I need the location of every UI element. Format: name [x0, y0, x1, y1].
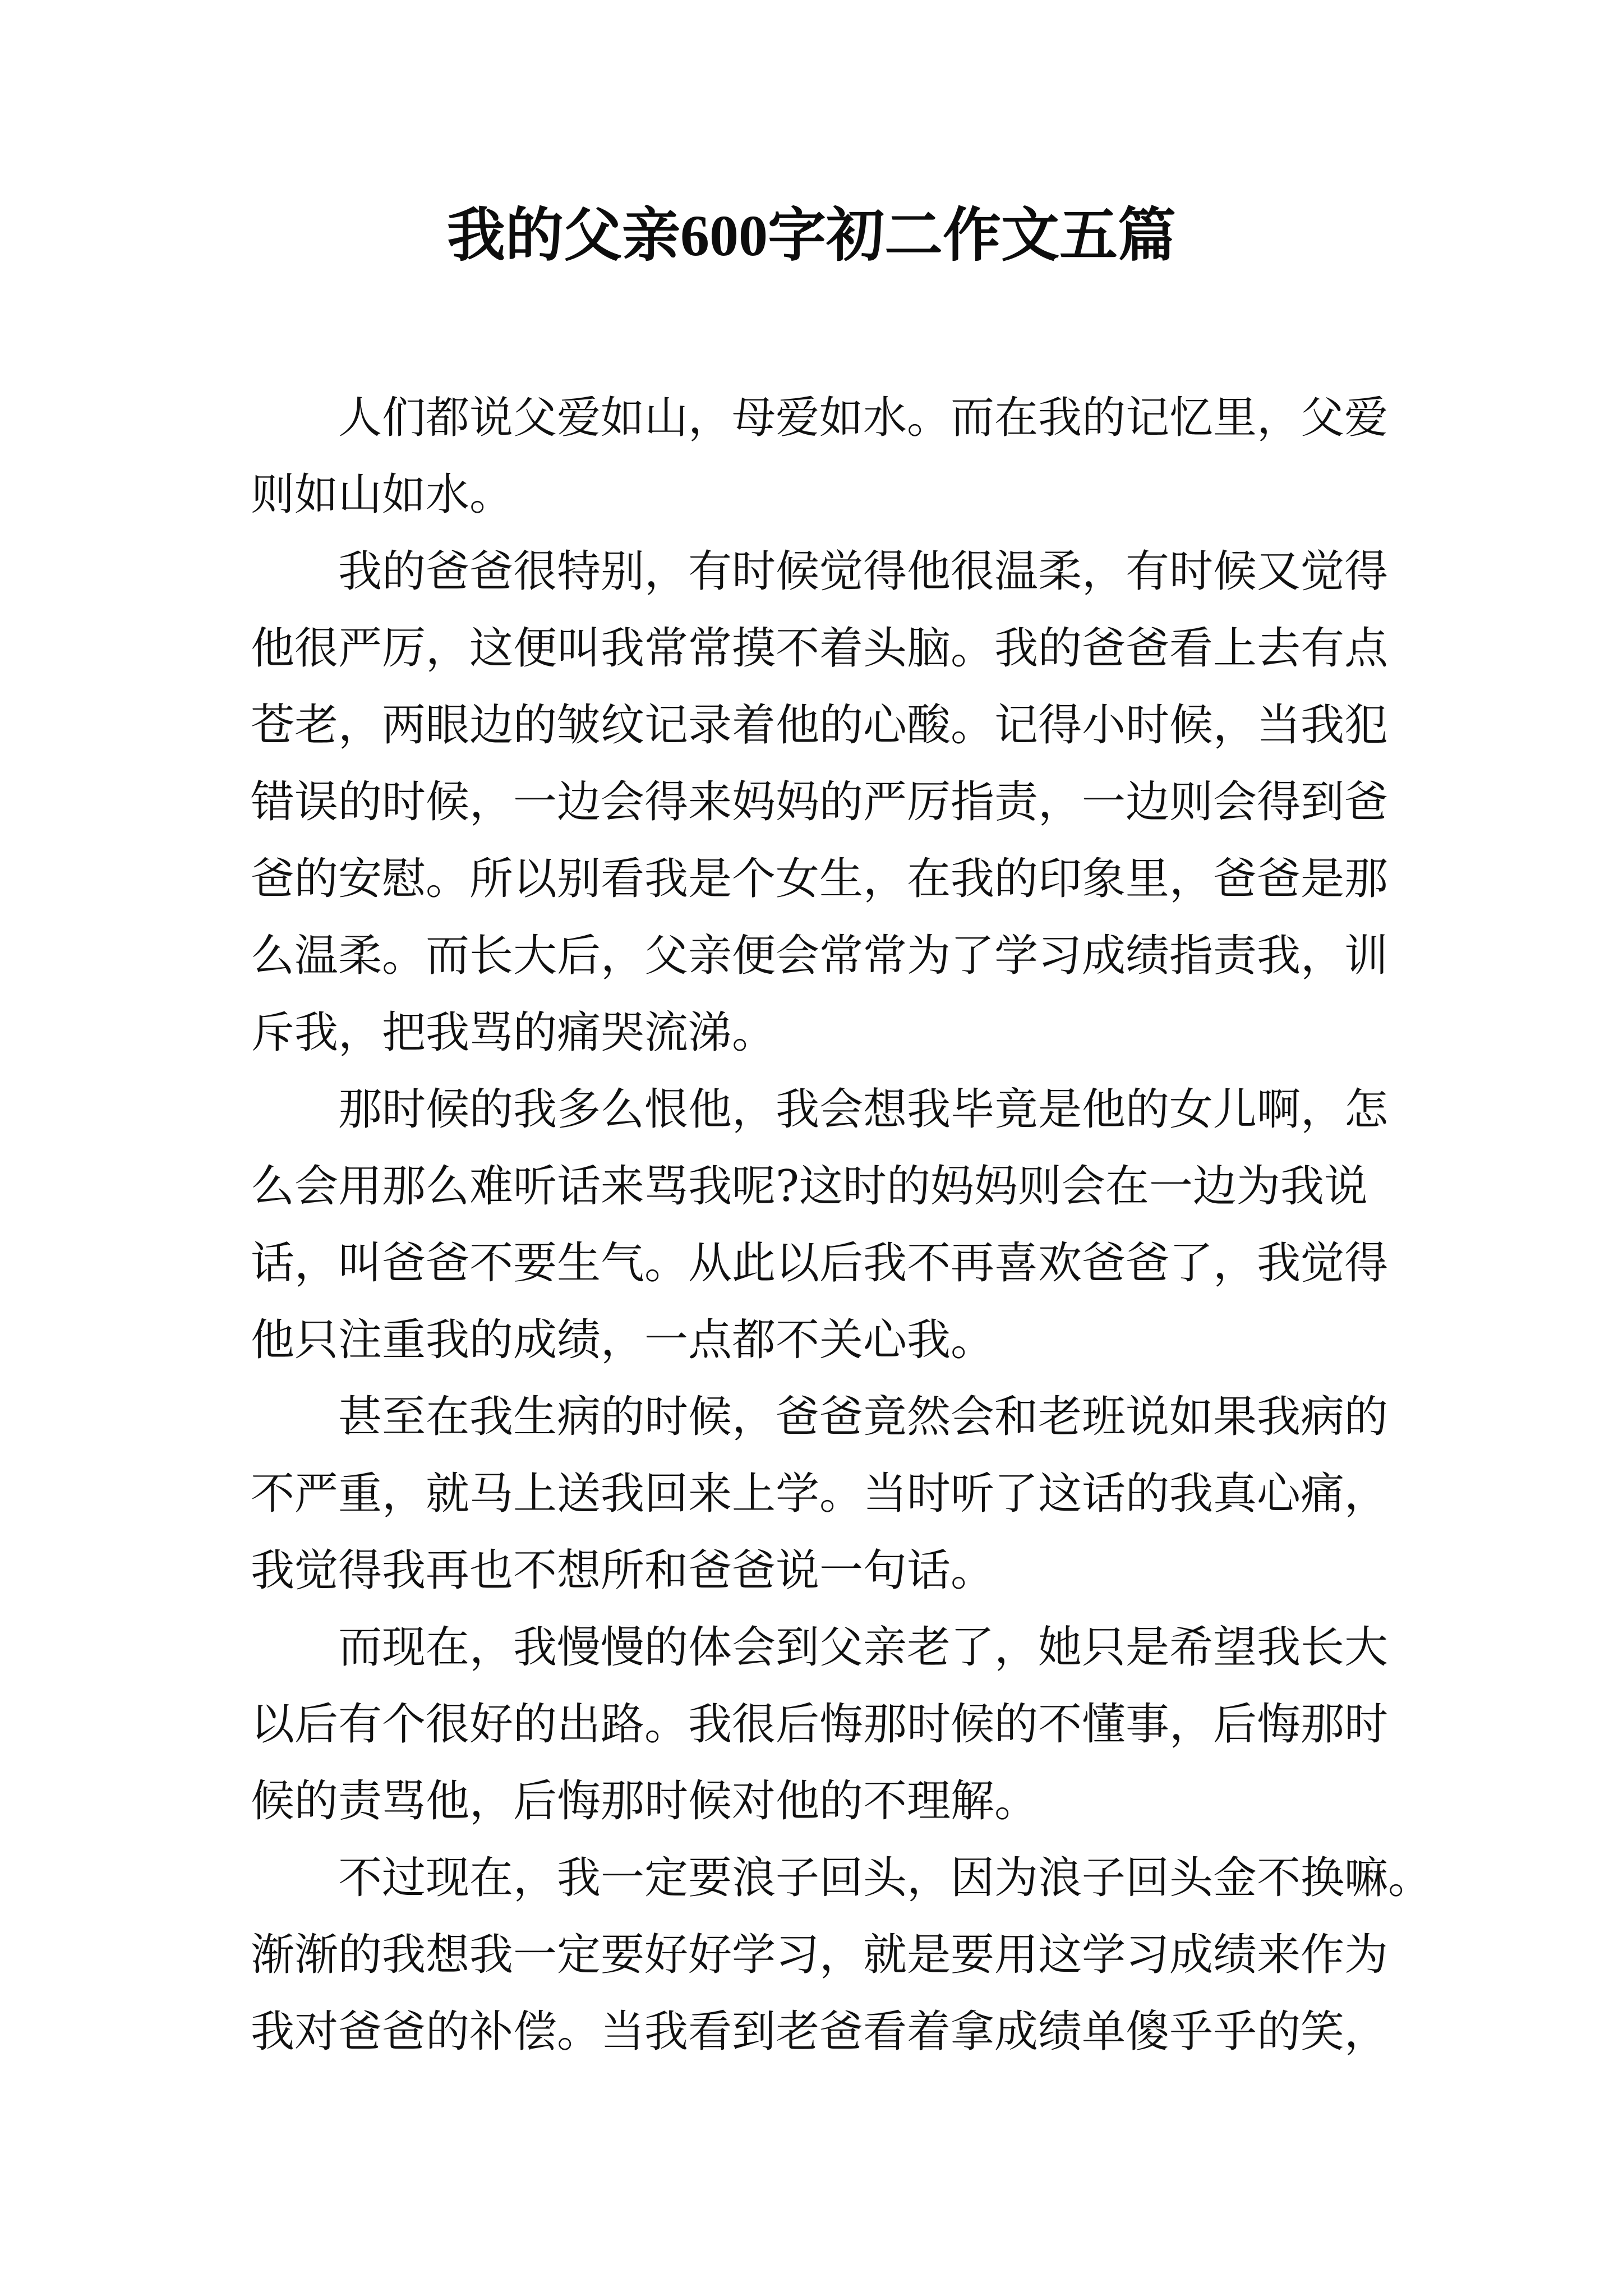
document-body — [251, 380, 1432, 2070]
paragraph-line: 渐渐的我想我一定要好好学习，就是要用这学习成绩来作为 — [251, 1930, 1389, 1980]
paragraph-line: 不过现在，我一定要浪子回头，因为浪子回头金不换嘛。 — [338, 1853, 1432, 1903]
paragraph-line: 他很严厉，这便叫我常常摸不着头脑。我的爸爸看上去有点 — [251, 623, 1389, 674]
paragraph-line: 候的责骂他，后悔那时候对他的不理解。 — [251, 1776, 1039, 1826]
paragraph-line: 爸的安慰。所以别看我是个女生，在我的印象里，爸爸是那 — [251, 854, 1389, 904]
paragraph-line: 则如山如水。 — [251, 470, 514, 520]
paragraph-line: 那时候的我多么恨他，我会想我毕竟是他的女儿啊，怎 — [338, 1084, 1389, 1135]
paragraph-line: 我觉得我再也不想所和爸爸说一句话。 — [251, 1545, 995, 1596]
paragraph-line: 他只注重我的成绩，一点都不关心我。 — [251, 1315, 995, 1365]
paragraph-line: 苍老，两眼边的皱纹记录着他的心酸。记得小时候，当我犯 — [251, 700, 1389, 751]
paragraph-line: 斥我，把我骂的痛哭流涕。 — [251, 1007, 776, 1058]
paragraph-line: 不严重，就马上送我回来上学。当时听了这话的我真心痛， — [251, 1469, 1389, 1519]
paragraph-line: 甚至在我生病的时候，爸爸竟然会和老班说如果我病的 — [338, 1392, 1389, 1442]
paragraph-line: 话，叫爸爸不要生气。从此以后我不再喜欢爸爸了，我觉得 — [251, 1238, 1389, 1289]
paragraph-line: 错误的时候，一边会得来妈妈的严厉指责，一边则会得到爸 — [251, 777, 1389, 827]
paragraph-line: 人们都说父爱如山，母爱如水。而在我的记忆里，父爱 — [338, 393, 1389, 443]
paragraph-line: 我的爸爸很特别，有时候觉得他很温柔，有时候又觉得 — [338, 546, 1389, 597]
paragraph-line: 么会用那么难听话来骂我呢?这时的妈妈则会在一边为我说 — [251, 1161, 1368, 1212]
paragraph-line: 而现在，我慢慢的体会到父亲老了，她只是希望我长大 — [338, 1622, 1389, 1673]
paragraph — [251, 1840, 1432, 2070]
paragraph — [251, 1071, 1395, 1379]
paragraph-line: 我对爸爸的补偿。当我看到老爸看着拿成绩单傻乎乎的笑， — [251, 2007, 1389, 2057]
paragraph — [251, 1379, 1395, 1609]
paragraph-line: 以后有个很好的出路。我很后悔那时候的不懂事，后悔那时 — [251, 1699, 1389, 1750]
paragraph — [251, 533, 1395, 1071]
paragraph — [251, 1609, 1395, 1840]
document-title: 我的父亲600字初二作文五篇 — [446, 204, 1176, 268]
paragraph — [251, 380, 1395, 533]
paragraph-line: 么温柔。而长大后，父亲便会常常为了学习成绩指责我，训 — [251, 931, 1389, 981]
